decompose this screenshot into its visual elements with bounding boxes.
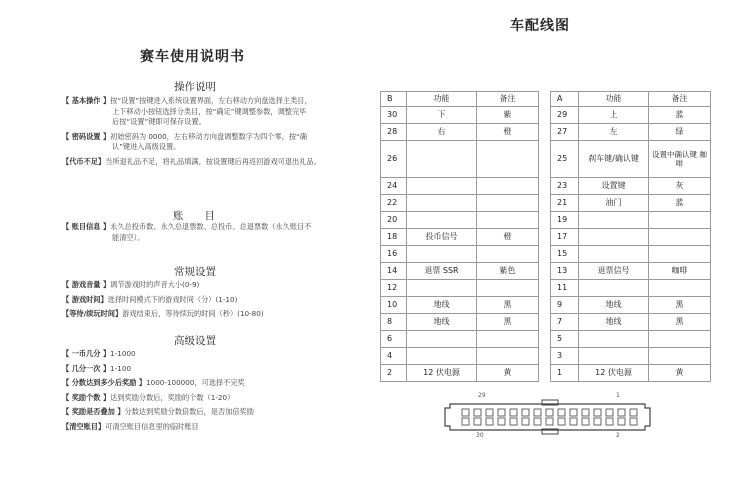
- advanced-item-label: 【 分数达到多少后奖励 】: [62, 378, 147, 387]
- column-gap: [539, 348, 551, 365]
- advanced-item: [62, 407, 254, 418]
- operation-item-text: 当所退礼品不足，将礼品填满，按设置键后再返回游戏可退出礼品。: [105, 156, 321, 166]
- header-a: A: [551, 92, 579, 107]
- pin-b: 20: [381, 212, 407, 229]
- note-b: [477, 280, 539, 297]
- note-a: [649, 348, 711, 365]
- note-b: 黄: [477, 365, 539, 382]
- connector-pin: [510, 409, 517, 416]
- func-a: [579, 229, 649, 246]
- connector-pin: [534, 409, 541, 416]
- pin-b: 6: [381, 331, 407, 348]
- func-b: [407, 178, 477, 195]
- connector-label-2: 2: [616, 432, 620, 439]
- pin-a: 3: [551, 348, 579, 365]
- func-a: 退票信号: [579, 263, 649, 280]
- header-a-note: 备注: [649, 92, 711, 107]
- func-b: [407, 195, 477, 212]
- connector-pin: [582, 418, 589, 425]
- column-gap: [539, 297, 551, 314]
- accounts-item-label: 【 账目信息 】: [62, 222, 111, 231]
- connector-pin: [594, 409, 601, 416]
- func-a: [579, 212, 649, 229]
- operation-item-text: 认”键进入高级设置。: [112, 142, 181, 151]
- note-a: [649, 246, 711, 263]
- column-gap: [539, 246, 551, 263]
- advanced-item: [62, 378, 245, 389]
- column-gap: [539, 195, 551, 212]
- func-a: 地线: [579, 314, 649, 331]
- pin-a: 29: [551, 107, 579, 124]
- func-a: [579, 246, 649, 263]
- column-gap: [539, 331, 551, 348]
- pin-b: 10: [381, 297, 407, 314]
- pin-b: 26: [381, 141, 407, 178]
- column-gap: [539, 124, 551, 141]
- note-b: 黑: [477, 314, 539, 331]
- pin-a: 19: [551, 212, 579, 229]
- accounts-item-text: 永久总投币数、永久总退票数、总投币、总退票数（永久账目不: [110, 222, 312, 231]
- note-b: [477, 178, 539, 195]
- advanced-item-text: 1000-100000，可选择不完奖: [146, 378, 245, 387]
- note-a: 咖啡: [649, 263, 711, 280]
- note-a: 蓝: [649, 107, 711, 124]
- note-b: [477, 195, 539, 212]
- pin-a: 15: [551, 246, 579, 263]
- note-a: [649, 229, 711, 246]
- operation-item-text: 上下移动小按钮选择分类目，按“确定”键调整参数，调整完毕: [112, 106, 307, 116]
- func-a: 设置键: [579, 178, 649, 195]
- func-b: [407, 348, 477, 365]
- func-b: [407, 212, 477, 229]
- advanced-item-text: 1-1000: [110, 349, 136, 358]
- operation-item: [62, 132, 307, 153]
- column-gap: [539, 107, 551, 124]
- accounts-item-text: 能清空）。: [112, 232, 145, 242]
- column-gap: [539, 280, 551, 297]
- connector-pin: [522, 418, 529, 425]
- advanced-item-label: 【 几分一次 】: [62, 363, 111, 373]
- connector-pin: [582, 409, 589, 416]
- note-a: 绿: [649, 124, 711, 141]
- advanced-item-label: 【 奖励是否叠加 】: [62, 407, 125, 416]
- connector-pin: [498, 418, 505, 425]
- note-a: 设置中确认键 咖啡: [649, 141, 711, 178]
- pin-b: 4: [381, 348, 407, 365]
- wiring-row: [381, 246, 711, 263]
- func-a: 左: [579, 124, 649, 141]
- wiring-row: [381, 107, 711, 124]
- connector-pin: [570, 409, 577, 416]
- note-a: 黑: [649, 297, 711, 314]
- func-a: [579, 280, 649, 297]
- wiring-row: [381, 280, 711, 297]
- general-heading: 常规设置: [174, 266, 216, 278]
- connector-pin: [474, 418, 481, 425]
- connector-pin: [630, 418, 637, 425]
- operation-item-text: 后按“设置”键即可保存设置。: [112, 117, 206, 126]
- wiring-row: [381, 141, 711, 178]
- advanced-item: [62, 393, 234, 404]
- wiring-row: [381, 178, 711, 195]
- general-item-label: 【 游戏音量 】: [62, 280, 111, 289]
- note-b: 橙: [477, 124, 539, 141]
- pin-a: 9: [551, 297, 579, 314]
- note-b: [477, 348, 539, 365]
- accounts-item: [62, 222, 311, 243]
- pin-a: 13: [551, 263, 579, 280]
- column-gap: [539, 314, 551, 331]
- wiring-row: [381, 124, 711, 141]
- connector-label-1: 1: [616, 392, 620, 399]
- note-b: [477, 331, 539, 348]
- connector-pin: [534, 418, 541, 425]
- advanced-heading: 高级设置: [174, 335, 216, 347]
- func-b: 投币信号: [407, 229, 477, 246]
- pin-a: 21: [551, 195, 579, 212]
- func-a: 12 伏电源: [579, 365, 649, 382]
- note-a: [649, 331, 711, 348]
- func-b: [407, 246, 477, 263]
- note-a: 蓝: [649, 195, 711, 212]
- pin-b: 28: [381, 124, 407, 141]
- connector-pin: [630, 409, 637, 416]
- pin-b: 22: [381, 195, 407, 212]
- manual-title: 赛车使用说明书: [140, 49, 245, 65]
- column-gap: [539, 263, 551, 280]
- advanced-item-text: 可清空账目信息里的临时账目: [105, 421, 199, 431]
- general-item-text: 调节游戏时的声音大小(0-9): [110, 280, 200, 289]
- func-b: 地线: [407, 297, 477, 314]
- connector-pin: [462, 418, 469, 425]
- note-a: 黄: [649, 365, 711, 382]
- connector-pin: [486, 409, 493, 416]
- header-b: B: [381, 92, 407, 107]
- accounts-heading: 账 目: [173, 210, 215, 222]
- column-gap: [539, 92, 551, 107]
- connector-pin: [606, 409, 613, 416]
- note-a: [649, 212, 711, 229]
- connector-pin: [546, 418, 553, 425]
- wiring-row: [381, 195, 711, 212]
- note-b: 黑: [477, 297, 539, 314]
- operation-item-label: 【代币不足】: [62, 156, 106, 166]
- wiring-row: [381, 229, 711, 246]
- func-b: 12 伏电源: [407, 365, 477, 382]
- general-item-text: 游戏结束后，等待续玩的时间（秒）(10-80): [122, 309, 264, 318]
- wiring-row: [381, 365, 711, 382]
- connector-pin: [486, 418, 493, 425]
- func-a: 油门: [579, 195, 649, 212]
- func-a: [579, 331, 649, 348]
- column-gap: [539, 141, 551, 178]
- advanced-item-label: 【 一币几分 】: [62, 349, 111, 358]
- pin-b: 24: [381, 178, 407, 195]
- note-b: [477, 212, 539, 229]
- pin-a: 27: [551, 124, 579, 141]
- connector-pin: [618, 409, 625, 416]
- func-b: 右: [407, 124, 477, 141]
- wiring-table: [380, 91, 711, 382]
- advanced-item-label: 【清空账目】: [62, 421, 106, 431]
- note-a: 黑: [649, 314, 711, 331]
- wiring-row: [381, 297, 711, 314]
- func-a: 刹车键/确认键: [579, 141, 649, 178]
- header-b-func: 功能: [407, 92, 477, 107]
- connector-pin: [522, 409, 529, 416]
- note-a: 灰: [649, 178, 711, 195]
- general-item: [62, 295, 237, 306]
- pin-a: 1: [551, 365, 579, 382]
- pin-b: 8: [381, 314, 407, 331]
- operation-item-text: 按“设置”按键进入系统设置界面，左右移动方向盘选择主类目，: [110, 96, 312, 105]
- connector-pin: [594, 418, 601, 425]
- pin-b: 16: [381, 246, 407, 263]
- pin-a: 25: [551, 141, 579, 178]
- connector-pin: [558, 418, 565, 425]
- column-gap: [539, 178, 551, 195]
- advanced-item: [62, 349, 136, 360]
- wiring-row: [381, 212, 711, 229]
- func-a: 上: [579, 107, 649, 124]
- general-item-label: 【等待/续玩时间】: [62, 309, 123, 318]
- operation-item-text: 初始密码为 0000，左右移动方向盘调整数字为四个零，按“确: [110, 131, 307, 141]
- header-b-note: 备注: [477, 92, 539, 107]
- connector-pin: [606, 418, 613, 425]
- connector-pin: [618, 418, 625, 425]
- advanced-item: [62, 422, 199, 433]
- general-item-text: 选择时间模式下的游戏时间（分）(1-10): [107, 294, 238, 304]
- note-b: [477, 246, 539, 263]
- operation-item-label: 【 密码设置 】: [62, 131, 111, 141]
- pin-b: 12: [381, 280, 407, 297]
- connector-pin: [474, 409, 481, 416]
- operation-item-label: 【 基本操作 】: [62, 96, 111, 105]
- func-a: 地线: [579, 297, 649, 314]
- pin-b: 2: [381, 365, 407, 382]
- pin-a: 23: [551, 178, 579, 195]
- func-b: 地线: [407, 314, 477, 331]
- operation-item: [62, 96, 312, 128]
- func-b: 退票 SSR: [407, 263, 477, 280]
- note-b: 紫: [477, 107, 539, 124]
- column-gap: [539, 229, 551, 246]
- func-b: 下: [407, 107, 477, 124]
- func-b: [407, 331, 477, 348]
- advanced-item-text: 达到奖励分数后，奖励的个数（1-20）: [110, 392, 235, 402]
- func-b: [407, 141, 477, 178]
- connector-label-29: 29: [478, 392, 486, 399]
- connector-label-30: 30: [476, 432, 484, 439]
- wiring-header-row: [381, 92, 711, 107]
- pin-b: 30: [381, 107, 407, 124]
- note-b: [477, 141, 539, 178]
- pin-a: 7: [551, 314, 579, 331]
- advanced-item-label: 【 奖励个数 】: [62, 392, 111, 402]
- header-a-func: 功能: [579, 92, 649, 107]
- general-item-label: 【 游戏时间】: [62, 294, 108, 304]
- pin-a: 17: [551, 229, 579, 246]
- pin-a: 5: [551, 331, 579, 348]
- pin-a: 11: [551, 280, 579, 297]
- pin-b: 18: [381, 229, 407, 246]
- wiring-row: [381, 331, 711, 348]
- general-item: [62, 309, 264, 320]
- wiring-row: [381, 348, 711, 365]
- note-b: 橙: [477, 229, 539, 246]
- connector-pin: [462, 409, 469, 416]
- note-b: 紫色: [477, 263, 539, 280]
- note-a: [649, 280, 711, 297]
- connector-pin: [558, 409, 565, 416]
- func-b: [407, 280, 477, 297]
- connector-diagram: [440, 392, 655, 442]
- advanced-item-text: 分数达到奖励分数倍数后，是否加倍奖励: [124, 407, 254, 416]
- func-a: [579, 348, 649, 365]
- advanced-item-text: 1-100: [110, 363, 132, 373]
- general-item: [62, 280, 199, 291]
- operation-item: [62, 157, 321, 168]
- connector-pin: [498, 409, 505, 416]
- connector-pin: [570, 418, 577, 425]
- wiring-row: [381, 263, 711, 280]
- connector-pin: [546, 409, 553, 416]
- operation-heading: 操作说明: [174, 81, 216, 93]
- column-gap: [539, 365, 551, 382]
- wiring-title: 车配线图: [510, 18, 570, 34]
- connector-pin: [510, 418, 517, 425]
- column-gap: [539, 212, 551, 229]
- connector-shape: [440, 392, 655, 442]
- wiring-row: [381, 314, 711, 331]
- advanced-item: [62, 364, 131, 375]
- pin-b: 14: [381, 263, 407, 280]
